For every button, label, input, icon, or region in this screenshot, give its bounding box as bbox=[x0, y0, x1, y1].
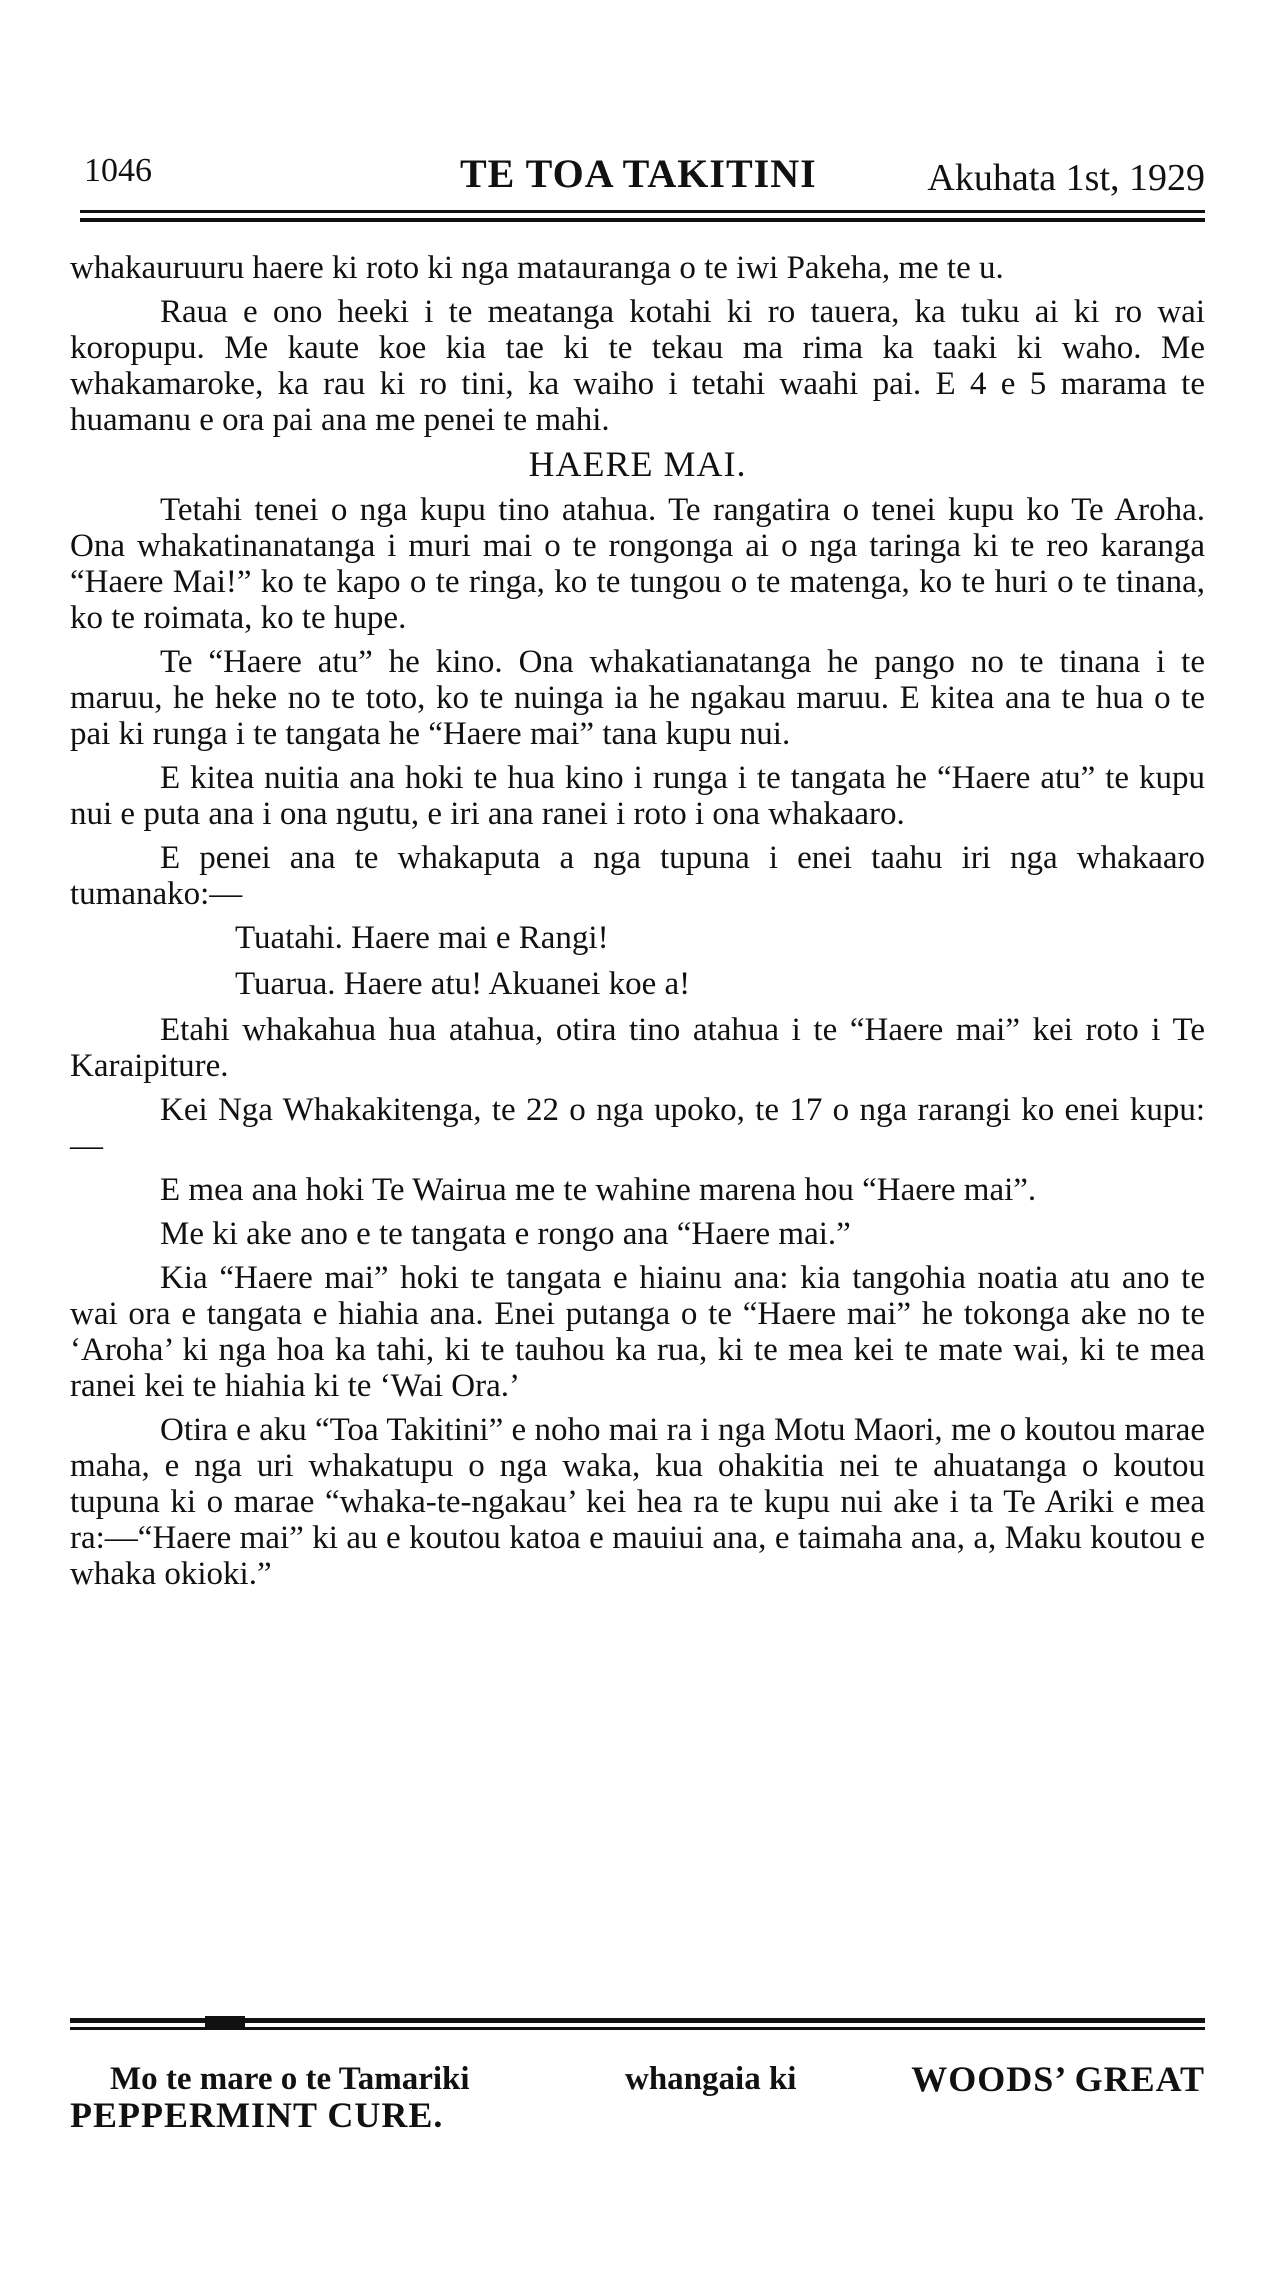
advertisement bbox=[70, 2059, 1205, 2135]
advert-text-2: whangaia ki bbox=[625, 2061, 797, 2097]
paragraph: Me ki ake ano e te tangata e rongo ana “Haere mai.” bbox=[160, 1216, 851, 1252]
paragraph: E mea ana hoki Te Wairua me te wahine marena hou “Haere mai”. bbox=[160, 1172, 1037, 1208]
paragraph: Kei Nga Whakakitenga, te 22 o nga upoko, te 17 o nga rarangi ko enei kupu:— bbox=[70, 1092, 1205, 1164]
paragraph: E kitea nuitia ana hoki te hua kino i runga i te tangata he “Haere atu” te kupu nui e puta ana i ona ngutu, e iri ana ranei i roto i ona whakaaro. bbox=[70, 760, 1205, 832]
page-header bbox=[80, 148, 1205, 208]
paragraph: Raua e ono heeki i te meatanga kotahi ki ro tauera, ka tuku ai ki ro wai koropupu. Me kaute koe kia tae ki te tekau ma rima ka taaki ki waho. Me whakamaroke, ka rau ki ro tini, ka waiho i tetahi waahi pai. E 4 e 5 marama te huamanu e ora pai ana me penei te mahi. bbox=[70, 294, 1205, 438]
header-rule-thick bbox=[80, 218, 1205, 222]
paragraph: Tetahi tenei o nga kupu tino atahua. Te rangatira o tenei kupu ko Te Aroha. Ona whakatinanatanga i muri mai o te rongonga ai o nga taringa ki te reo karanga “Haere Mai!” ko te kapo o te ringa, ko te tungou o te matenga, ko te huri o te tinana, ko te roimata, ko te hupe. bbox=[70, 492, 1205, 636]
page-number: 1046 bbox=[84, 152, 152, 189]
header-rule-thin bbox=[80, 210, 1205, 213]
footer-rule-mark bbox=[205, 2016, 245, 2028]
saying-line: Tuatahi. Haere mai e Rangi! bbox=[235, 920, 609, 956]
advert-product-2: PEPPERMINT CURE. bbox=[70, 2095, 444, 2135]
paragraph: Otira e aku “Toa Takitini” e noho mai ra i nga Motu Maori, me o koutou marae maha, e nga uri whakatupu o nga waka, kua ohakitia nei te ahuatanga o koutou tupuna ki o marae “whaka-te-ngakau’ kei hea ra te kupu nui ake i ta Te Ariki e mea ra:—“Haere mai” ki au e koutou katoa e mauiui ana, e taimaha ana, a, Maku koutou e whaka okioki.” bbox=[70, 1412, 1205, 1592]
advert-product-1: WOODS’ GREAT bbox=[911, 2059, 1205, 2099]
section-heading: HAERE MAI. bbox=[528, 444, 747, 484]
saying-line: Tuarua. Haere atu! Akuanei koe a! bbox=[235, 966, 691, 1002]
paragraph: Kia “Haere mai” hoki te tangata e hiainu ana: kia tangohia noatia atu ano te wai ora e tangata e hiahia ana. Enei putanga o te “Haere mai” he tokonga ake no te ‘Aroha’ ki nga hoa ka tahi, ki te tauhou ka rua, ki te mea kei te mate wai, ki te mea ranei kei te hiahia ki te ‘Wai Ora.’ bbox=[70, 1260, 1205, 1404]
issue-date: Akuhata 1st, 1929 bbox=[927, 157, 1205, 199]
paragraph: whakauruuru haere ki roto ki nga matauranga o te iwi Pakeha, me te u. bbox=[70, 250, 1004, 286]
paragraph: Te “Haere atu” he kino. Ona whakatianatanga he pango no te tinana i te maruu, he heke no te toto, ko te nuinga ia he ngakau maruu. E kitea ana te hua o te pai ki runga i te tangata he “Haere mai” tana kupu nui. bbox=[70, 644, 1205, 752]
advert-text-1: Mo te mare o te Tamariki bbox=[110, 2061, 470, 2097]
article-body bbox=[70, 250, 1205, 1600]
paragraph: Etahi whakahua hua atahua, otira tino atahua i te “Haere mai” kei roto i Te Karaipiture. bbox=[70, 1012, 1205, 1084]
paragraph: E penei ana te whakaputa a nga tupuna i enei taahu iri nga whakaaro tumanako:— bbox=[70, 840, 1205, 912]
journal-title: TE TOA TAKITINI bbox=[460, 151, 817, 196]
